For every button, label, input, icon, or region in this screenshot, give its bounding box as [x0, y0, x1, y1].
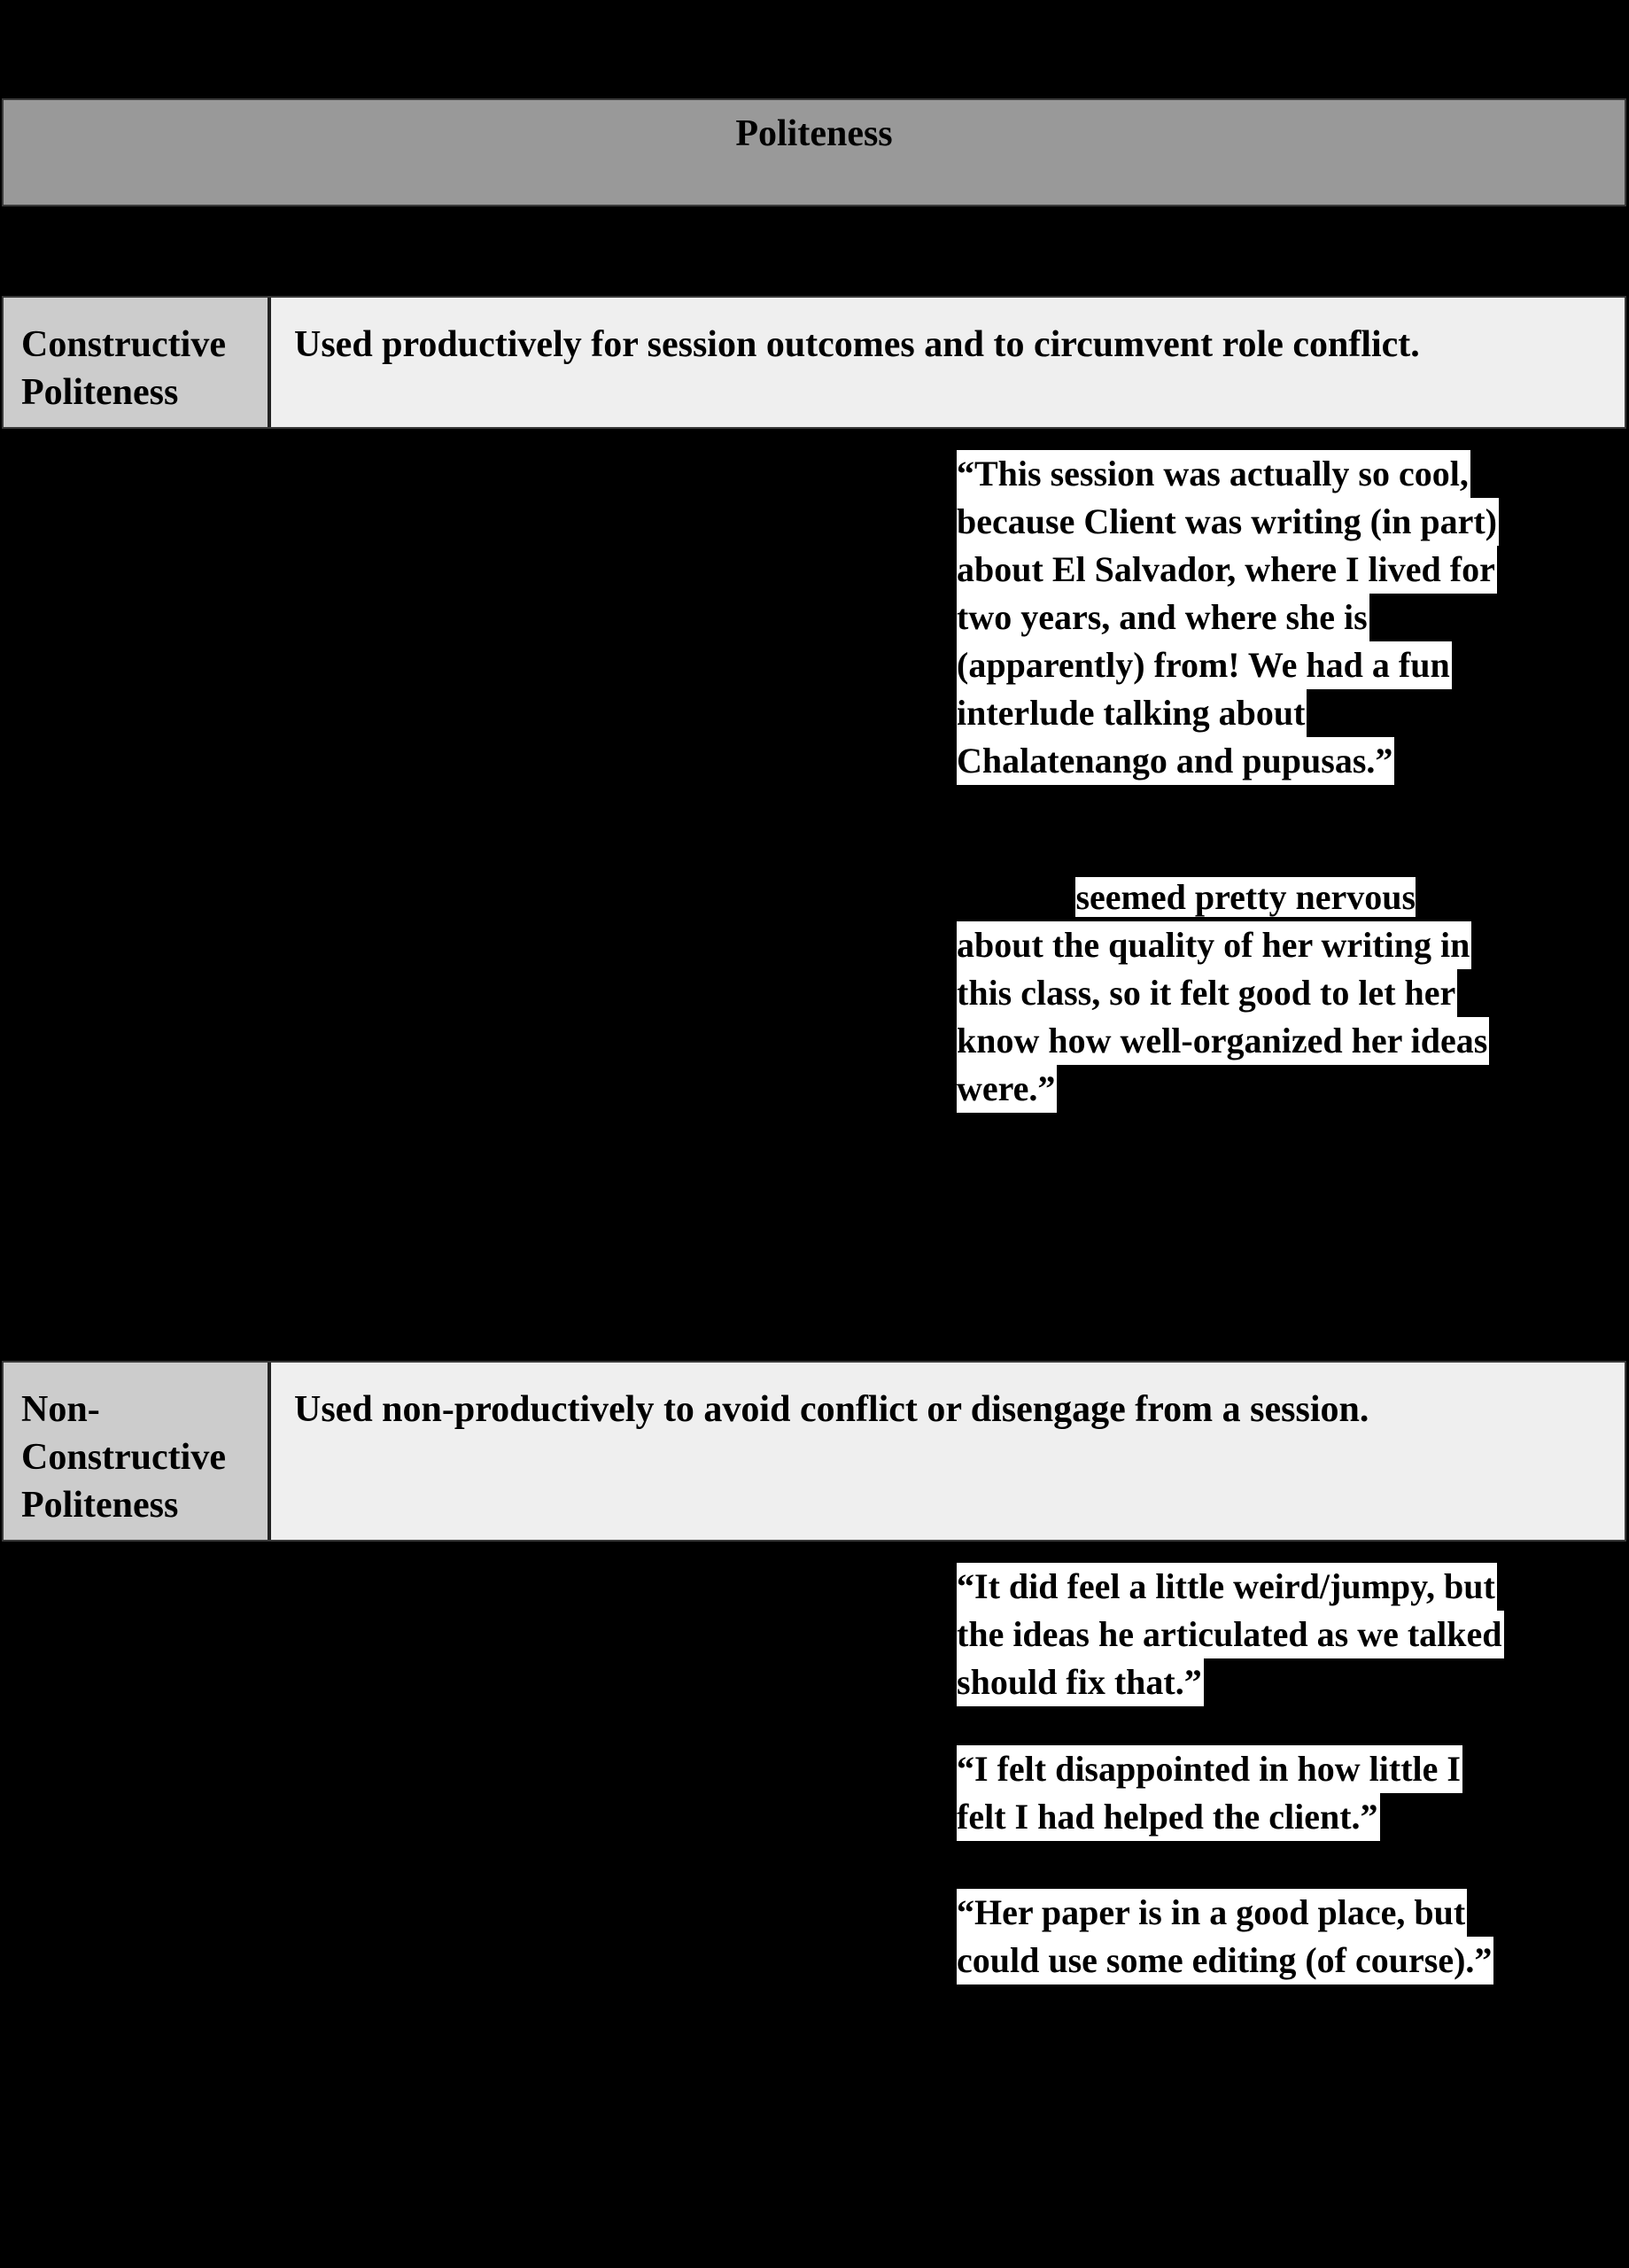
example-quote: “Interesting session!” [957, 2124, 1283, 2164]
section-label-line: Constructive [21, 324, 226, 365]
section-description: Used productively for session outcomes and to circumvent role conflict. [271, 298, 1625, 427]
quote-line: Chalatenango and pupusas.” [957, 737, 1394, 785]
quote-first-line [957, 874, 1417, 921]
quote-line: two years, and where she is [957, 594, 1369, 641]
appendix-title: Appendix B [2, 5, 157, 41]
quote-line: interlude talking about [957, 689, 1307, 737]
quote-line: about the quality of her writing in [957, 921, 1471, 969]
strategy-description: Empty/shallow enthusiasm that includes vague statements of positivity in the form of “fronting.” [291, 2029, 919, 2164]
quote-line: “I felt disappointed in how little I [957, 1745, 1462, 1793]
section-label-line: Non- [21, 1389, 100, 1430]
section-label-line: Politeness [21, 1485, 179, 1526]
strategy-name: Enthusiasm [19, 1155, 185, 1195]
quote-line: could use some editing (of course).” [957, 1937, 1493, 1984]
section-row-non-constructive [2, 1361, 1626, 1542]
column-header-strategy: Strategy: [19, 233, 159, 273]
quote-line: this class, so it felt good to let her [957, 969, 1457, 1017]
quote-line: (apparently) from! We had a fun [957, 641, 1452, 689]
example-quote: “It went well! The assignment is very personal so I felt honored to read it. I thought that it flowed well and was clear and direct.” [957, 1155, 1570, 1339]
example-quote-highlighted [957, 1889, 1621, 1984]
strategy-description: Calms client concerns/ feelings of being an “imposter,” either in terms of writing or community. [291, 877, 903, 1013]
example-quote-highlighted [957, 1563, 1621, 1706]
example-quote-partially-highlighted [957, 874, 1621, 1113]
quote-line: about El Salvador, where I lived for [957, 546, 1497, 594]
quote-line: know how well-organized her ideas [957, 1017, 1489, 1065]
column-header-examples: Example(s): [957, 233, 1140, 273]
quote-line: “It did feel a little weird/jumpy, but [957, 1563, 1497, 1611]
example-quote-highlighted [957, 450, 1621, 785]
example-quote-highlighted [957, 1745, 1621, 1841]
strategy-name: Motivational [19, 454, 203, 493]
quote-line: felt I had helped the client.” [957, 1793, 1380, 1841]
strategy-name: Reassuring [19, 877, 177, 917]
strategy-name: Hollow Enthusiasm [19, 2029, 185, 2117]
quote-line: “Her paper is in a good place, but [957, 1889, 1467, 1937]
quote-line: because Client was writing (in part) [957, 498, 1499, 546]
section-row-constructive [2, 296, 1626, 429]
section-label-line: Politeness [21, 372, 179, 413]
table-title: Politeness [735, 113, 893, 154]
strategy-name: Negative politeness [19, 1566, 161, 1654]
quote-line: were.” [957, 1065, 1057, 1113]
strategy-description: Acknowledges a personal bond, or gratitude for a client/session. [291, 1155, 917, 1243]
section-label-line: Constructive [21, 1437, 226, 1478]
strategy-description: Includes hedging/modal verbs to articulate an indirect and therefore non threatening critique that saves the “face” of the client. [291, 1749, 896, 1884]
section-label [4, 298, 271, 427]
table-title-bar [2, 98, 1626, 206]
quote-line: the ideas he articulated as we talked [957, 1611, 1504, 1658]
example-quote: “Session went well.” [957, 2029, 1263, 2069]
section-label [4, 1363, 271, 1540]
quote-prefix: “Client [957, 877, 1076, 917]
strategy-description: Reinforces client’s writing confidence/performance and instills productive motivation to continue improvement. Includes specific strengths in the writing and/or builds rapport with clients to productively establishing a network of support and communication. [291, 454, 925, 781]
quote-line: “This session was actually so cool, [957, 450, 1470, 498]
section-description: Used non-productively to avoid conflict or disengage from a session. [271, 1363, 1625, 1540]
strategy-name: Anti - FTAs [19, 1749, 190, 1789]
quote-line: seemed pretty nervous [1075, 877, 1416, 917]
column-header-description: Description: [291, 233, 478, 273]
quote-line: should fix that.” [957, 1658, 1204, 1706]
strategy-description: Hedging & modal verbs that include indirect suggestions for change. [291, 1566, 925, 1654]
